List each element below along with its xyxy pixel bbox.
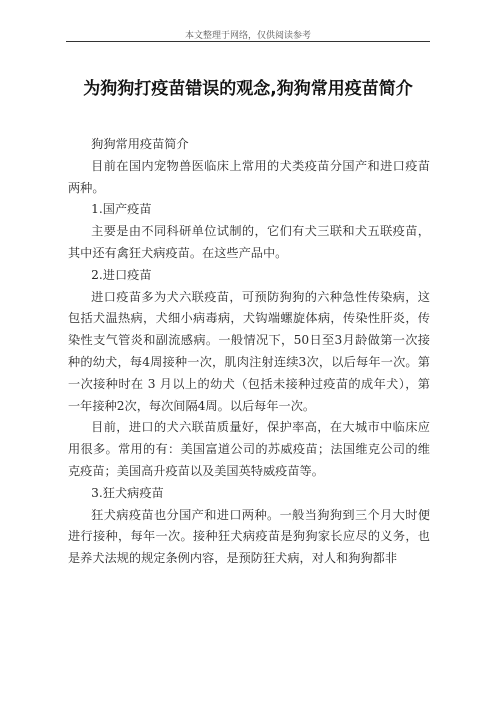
paragraph: 狂犬病疫苗也分国产和进口两种。一般当狗狗到三个月大时便进行接种，每年一次。接种狂犬病疫苗是狗狗家长应尽的义务，也是养犬法规的规定条例内容，是预防狂犬病，对人和狗狗都非 xyxy=(68,507,430,566)
paragraph: 进口疫苗多为犬六联疫苗，可预防狗狗的六种急性传染病，这包括犬温热病，犬细小病毒病，犬钩端螺旋体病，传染性肝炎，传染性支气管炎和副流感病。一般情况下，50日至3月龄做第一次接种的幼犬，每4周接种一次，肌肉注射连续3次，以后每年一次。第一次接种时在 3 月以上的幼犬（包括未接种过疫苗的成年犬），第一年接种2次，每次间隔4周。以后每年一次。 xyxy=(68,289,430,413)
paragraph-intro-heading: 狗狗常用疫苗简介 xyxy=(91,137,189,151)
document-body xyxy=(68,134,430,570)
document-title: 为狗狗打疫苗错误的观念,狗狗常用疫苗简介 xyxy=(83,79,413,99)
section-heading: 1.国产疫苗 xyxy=(91,202,152,217)
paragraph: 目前在国内宠物兽医临床上常用的犬类疫苗分国产和进口疫苗两种。 xyxy=(68,158,430,195)
paragraph: 主要是由不同科研单位试制的，它们有犬三联和犬五联疫苗，其中还有禽狂犬病疫苗。在这些产品中。 xyxy=(68,224,430,260)
section-heading: 2.进口疫苗 xyxy=(91,267,152,282)
header-divider xyxy=(66,41,430,42)
header-note: 本文整理于网络，仅供阅读参考 xyxy=(184,31,311,41)
paragraph: 目前，进口的犬六联苗质量好，保护率高，在大城市中临床应用很多。常用的有：美国富道公司的苏威疫苗；法国维克公司的维克疫苗；美国高升疫苗以及美国英特威疫苗等。 xyxy=(68,420,430,478)
section-heading: 3.狂犬病疫苗 xyxy=(91,485,164,500)
